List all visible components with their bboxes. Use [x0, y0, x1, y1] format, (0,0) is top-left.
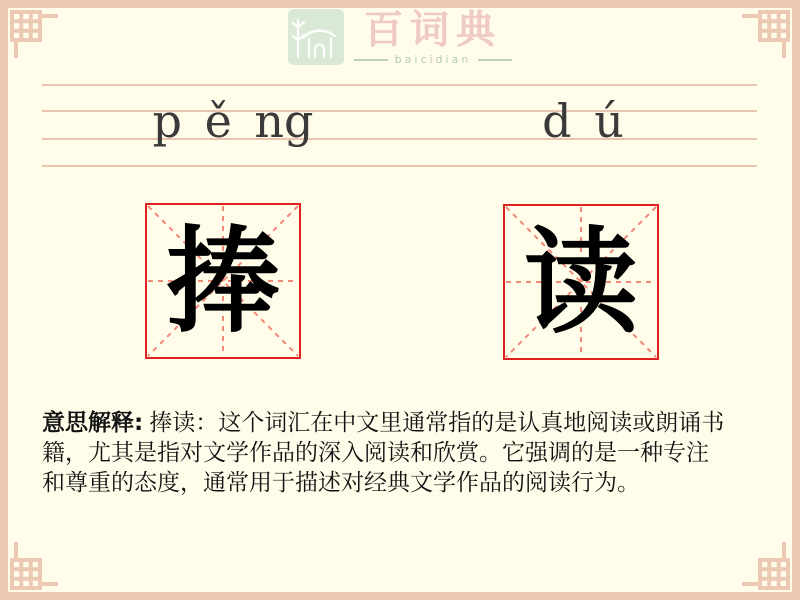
meaning-section: [42, 408, 766, 498]
corner-ornament-bottom-right: [742, 542, 792, 592]
meaning-line-3: 和尊重的态度，通常用于描述对经典文学作品的阅读行为。: [42, 470, 640, 496]
app-logo: [0, 9, 800, 66]
meaning-label: 意思解释:: [42, 410, 144, 436]
subtitle-dash-left: [354, 59, 388, 61]
pinyin-rule-line-2: [42, 110, 757, 112]
app-title: 百词典: [363, 7, 502, 53]
subtitle-dash-right: [478, 59, 512, 61]
character-peng: 捧: [165, 214, 280, 348]
character-box-du: [503, 204, 659, 360]
app-subtitle: baicidian: [394, 53, 472, 66]
app-subtitle-row: [354, 53, 513, 66]
character-box-peng: [145, 203, 301, 359]
pinyin-rule-line-4: [42, 165, 757, 167]
meaning-line-2: 籍，尤其是指对文学作品的深入阅读和欣赏。它强调的是一种专注: [42, 440, 709, 466]
pinyin-rule-line-3: [42, 138, 757, 140]
pinyin-word-du: d ú: [542, 94, 624, 148]
pavilion-bamboo-icon: [288, 9, 344, 65]
meaning-text-1: 捧读：这个词汇在中文里通常指的是认真地阅读或朗诵书: [149, 410, 725, 436]
character-du: 读: [523, 215, 638, 349]
pinyin-rule-line-1: [42, 84, 757, 86]
pinyin-word-peng: p ě ng: [152, 94, 314, 148]
meaning-line-1: [42, 408, 766, 438]
corner-ornament-bottom-left: [8, 542, 58, 592]
